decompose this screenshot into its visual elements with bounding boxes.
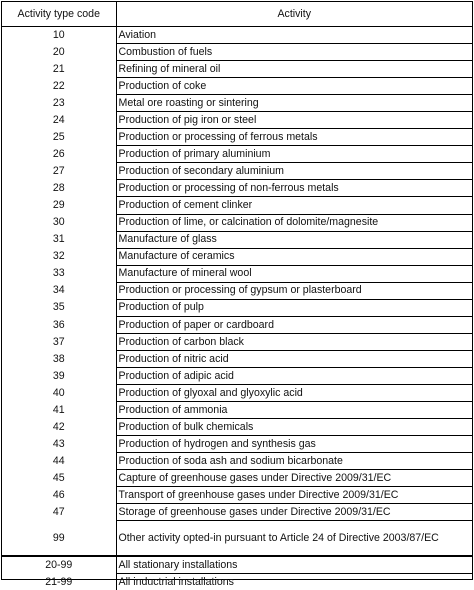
activity-group-cell: All inductrial installations [118,576,234,589]
activity-code-cell: 43 [2,436,116,453]
table-row [2,487,472,504]
table-row [2,504,472,521]
table-row [2,112,472,129]
activity-name-cell: Manufacture of mineral wool [116,265,472,282]
activity-name-cell: Production of soda ash and sodium bicarbonate [116,453,472,470]
activity-code-cell: 22 [2,78,116,95]
activity-name-cell: Production of lime, or calcination of dolomite/magnesite [116,214,472,231]
activity-name-cell: Refining of mineral oil [116,61,472,78]
activity-name-cell: Production of adipic acid [116,367,472,384]
table-row [2,163,472,180]
activity-code-range-cell: 20-99 [2,556,116,574]
table-row [2,95,472,112]
table-row [2,453,472,470]
table-row [2,470,472,487]
activity-name-cell: Production of pig iron or steel [116,112,472,129]
activity-name-cell: Production of paper or cardboard [116,316,472,333]
activity-code-cell: 41 [2,402,116,419]
activity-code-cell: 31 [2,231,116,248]
summary-row [2,574,472,590]
activity-name-cell: Production or processing of non-ferrous metals [116,180,472,197]
activity-code-cell: 42 [2,419,116,436]
activity-name-cell: Production of secondary aluminium [116,163,472,180]
activity-name-cell: Production of nitric acid [116,350,472,367]
table-row [2,180,472,197]
table-row [2,27,472,44]
table-row [2,402,472,419]
table-row [2,384,472,401]
activity-name-cell: Manufacture of ceramics [116,248,472,265]
activity-name-cell: Transport of greenhouse gases under Directive 2009/31/EC [116,487,472,504]
activity-code-cell: 21 [2,61,116,78]
table-row [2,214,472,231]
activity-code-table [2,2,472,590]
activity-code-cell: 23 [2,95,116,112]
activity-name-cell: Production or processing of ferrous metals [116,129,472,146]
activity-code-cell: 46 [2,487,116,504]
table-row [2,146,472,163]
activity-name-cell: Aviation [116,27,472,44]
table-row [2,316,472,333]
activity-code-cell: 36 [2,316,116,333]
activity-name-cell: Production of cement clinker [116,197,472,214]
table-row [2,129,472,146]
activity-name-cell: Manufacture of glass [116,231,472,248]
activity-name-cell: Combustion of fuels [116,44,472,61]
summary-row [2,556,472,574]
activity-name-cell: Other activity opted-in pursuant to Article 24 of Directive 2003/87/EC [116,521,472,557]
column-header-code: Activity type code [2,2,116,27]
table-row [2,419,472,436]
table-row [2,350,472,367]
activity-code-cell: 28 [2,180,116,197]
activity-code-cell: 47 [2,504,116,521]
activity-code-cell: 40 [2,384,116,401]
activity-name-cell: Production or processing of gypsum or plasterboard [116,282,472,299]
activity-code-cell: 26 [2,146,116,163]
activity-code-cell: 45 [2,470,116,487]
table-row [2,436,472,453]
activity-name-cell: Production of glyoxal and glyoxylic acid [116,384,472,401]
activity-code-cell: 27 [2,163,116,180]
activity-group-cell: All stationary installations [116,556,472,574]
table-row [2,197,472,214]
activity-code-cell: 38 [2,350,116,367]
table-row [2,44,472,61]
activity-code-cell: 29 [2,197,116,214]
activity-code-cell: 25 [2,129,116,146]
activity-code-cell: 24 [2,112,116,129]
activity-name-cell: Production of ammonia [116,402,472,419]
activity-name-cell: Capture of greenhouse gases under Directive 2009/31/EC [116,470,472,487]
activity-code-range-cell: 21-99 [2,574,116,590]
activity-name-cell: Metal ore roasting or sintering [116,95,472,112]
activity-name-cell: Production of coke [116,78,472,95]
activity-code-cell: 34 [2,282,116,299]
column-header-activity: Activity [116,2,472,27]
activity-code-cell: 37 [2,333,116,350]
activity-code-cell: 33 [2,265,116,282]
table-row [2,521,472,557]
table-row [2,265,472,282]
activity-code-cell: 10 [2,27,116,44]
activity-code-cell: 99 [2,521,116,557]
activity-name-cell: Storage of greenhouse gases under Directive 2009/31/EC [116,504,472,521]
table-row [2,61,472,78]
activity-code-cell: 39 [2,367,116,384]
activity-code-cell: 44 [2,453,116,470]
activity-code-cell: 30 [2,214,116,231]
activity-name-cell: Production of primary aluminium [116,146,472,163]
table-row [2,282,472,299]
table-row [2,333,472,350]
table-row [2,367,472,384]
activity-code-table-sheet [1,1,473,589]
table-row [2,299,472,316]
table-row [2,248,472,265]
activity-name-cell: Production of pulp [116,299,472,316]
activity-code-cell: 32 [2,248,116,265]
activity-name-cell: Production of carbon black [116,333,472,350]
table-row [2,78,472,95]
activity-name-cell: Production of hydrogen and synthesis gas [116,436,472,453]
activity-code-cell: 35 [2,299,116,316]
table-header-row [2,2,472,27]
activity-name-cell: Production of bulk chemicals [116,419,472,436]
activity-code-cell: 20 [2,44,116,61]
table-row [2,231,472,248]
